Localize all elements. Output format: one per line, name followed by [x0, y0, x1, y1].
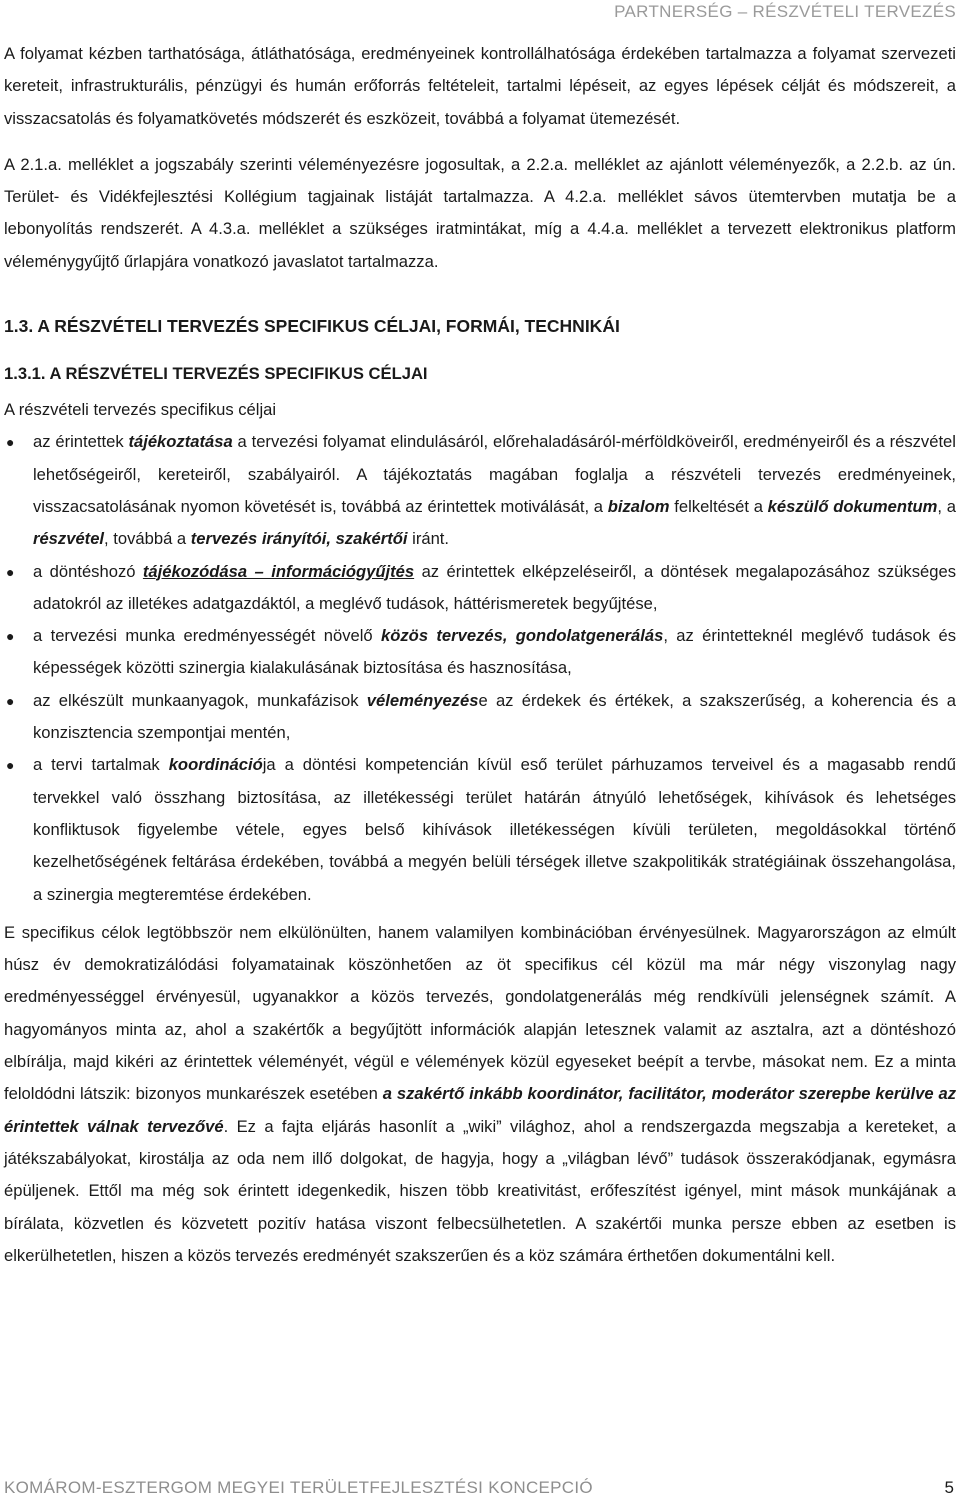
list-item [4, 620, 956, 685]
list-item [4, 426, 956, 555]
running-header: PARTNERSÉG – RÉSZVÉTELI TERVEZÉS [614, 2, 956, 21]
bullet-icon: ● [6, 434, 15, 451]
list-item [4, 749, 956, 910]
closing-paragraph: E specifikus célok legtöbbször nem elkülönülten, hanem valamilyen kombinációban érvényesülnek. Magyarországon az elmúlt húsz év demokratizálódási folyamatainak köszönhetően az öt specifikus cél közül ma már négy viszonylag nagy eredményességgel érvényesül, ugyanakkor a közös tervezés, gondolatgenerálás még rendkívüli jelenségnek számít. A hagyományos minta az, ahol a szakértők a begyűjtött információk alapján letesznek valamit az asztalra, azt a döntéshozó elbírálja, majd kikéri az érintettek véleményét, végül e vélemények közül egyeseket beépít a tervbe, másokat nem. Ez a minta feloldódni látszik: bizonyos munkarészek esetében a szakértő inkább koordinátor, facilitátor, moderátor szerepbe kerülve az érintettek válnak tervezővé. Ez a fajta eljárás hasonlít a „wiki” világhoz, ahol a rendszergazda megszabja a kereteket, a játékszabályokat, kirostálja az oda nem illő dolgokat, de hagyja, hogy a „világban lévő” tudások összerakódjanak, egymásra épüljenek. Ettől ma még sok érintett idegenkedik, hiszen több kreativitást, erőfeszítést igényel, mint mások munkájának a bírálata, közvetlen és közvetett pozitív hatása viszont felbecsülhetetlen. A szakértői munka persze ebben az esetben is elkerülhetetlen, hiszen a közös tervezés eredményét szakszerűen és a köz számára érthetően dokumentálni kell. [4, 922, 956, 1265]
intro-paragraph: A folyamat kézben tarthatósága, átláthatósága, eredményeinek kontrollálhatósága érdekében tartalmazza a folyamat szervezeti kereteit, infrastrukturális, pénzügyi és humán erőforrás feltételeit, tartalmi lépéseit, az egyes lépések célját és módszereit, a visszacsatolás és folyamatkövetés módszerét és eszközeit, továbbá a folyamat ütemezését. [4, 44, 956, 128]
footer-document-title: KOMÁROM-ESZTERGOM MEGYEI TERÜLETFEJLESZTÉSI KONCEPCIÓ [4, 1478, 593, 1497]
bullet-icon: ● [6, 757, 15, 774]
goals-list [4, 426, 956, 910]
page-content [4, 38, 956, 1272]
list-item-text: az érintettek tájékoztatása a tervezési folyamat elindulásáról, előrehaladásáról-mérföldköveiről, eredményeiről és a részvétel lehetőségeiről, kereteiről, szabályairól. A tájékoztatás magában foglalja a részvételi tervezés eredményeinek, visszacsatolásának nyomon követését is, továbbá az érintettek motiválását, a bizalom felkeltését a készülő dokumentum, a részvétel, továbbá a tervezés irányítói, szakértői iránt. [33, 432, 956, 549]
bullet-icon: ● [6, 692, 15, 709]
section-heading: 1.3. A RÉSZVÉTELI TERVEZÉS SPECIFIKUS CÉLJAI, FORMÁI, TECHNIKÁI [4, 316, 620, 337]
list-intro: A részvételi tervezés specifikus céljai [4, 400, 277, 420]
list-item-text: a tervi tartalmak koordinációja a döntési kompetencián kívül eső terület párhuzamos terveivel és a magasabb rendű tervekkel való összhang biztosítása, az illetékességi terület határán átnyúló lehetőségek, kihívások és lehetséges konfliktusok figyelembe vétele, egyes belső kihívások illetékességen kívüli területen, megoldásokkal történő kezelhetőségének feltárása érdekében, továbbá a megyén belüli térségek illetve szakpolitikák stratégiáinak összehangolása, a szinergia megteremtése érdekében. [33, 755, 956, 904]
list-item-text: a döntéshozó tájékozódása – információgyűjtés az érintettek elképzeléseiről, a döntések megalapozásához szükséges adatokról az illetékes adatgazdáktól, a meglévő tudások, háttérismeretek begyűjtése, [33, 561, 956, 613]
bullet-icon: ● [6, 563, 15, 580]
page-number: 5 [944, 1478, 954, 1497]
annex-paragraph: A 2.1.a. melléklet a jogszabály szerinti véleményezésre jogosultak, a 2.2.a. melléklet az ajánlott véleményezők, a 2.2.b. az ún. Terület- és Vidékfejlesztési Kollégium tagjainak listáját tartalmazza. A 4.2.a. melléklet sávos ütemtervben mutatja be a lebonyolítás rendszerét. A 4.3.a. melléklet a szükséges iratmintákat, míg a 4.4.a. melléklet a tervezett elektronikus platform véleménygyűjtő űrlapjára vonatkozó javaslatot tartalmazza. [4, 154, 956, 271]
subsection-heading: 1.3.1. A RÉSZVÉTELI TERVEZÉS SPECIFIKUS CÉLJAI [4, 364, 428, 384]
list-item [4, 685, 956, 750]
list-item-text: az elkészült munkaanyagok, munkafázisok véleményezése az érdekek és értékek, a szakszerűség, a koherencia és a konzisztencia szempontjai mentén, [33, 690, 956, 743]
bullet-icon: ● [6, 628, 15, 645]
list-item [4, 556, 956, 621]
list-item-text: a tervezési munka eredményességét növelő közös tervezés, gondolatgenerálás, az érintetteknél meglévő tudások és képességek közötti szinergia kialakulásának biztosítása és hasznosítása, [33, 626, 957, 678]
